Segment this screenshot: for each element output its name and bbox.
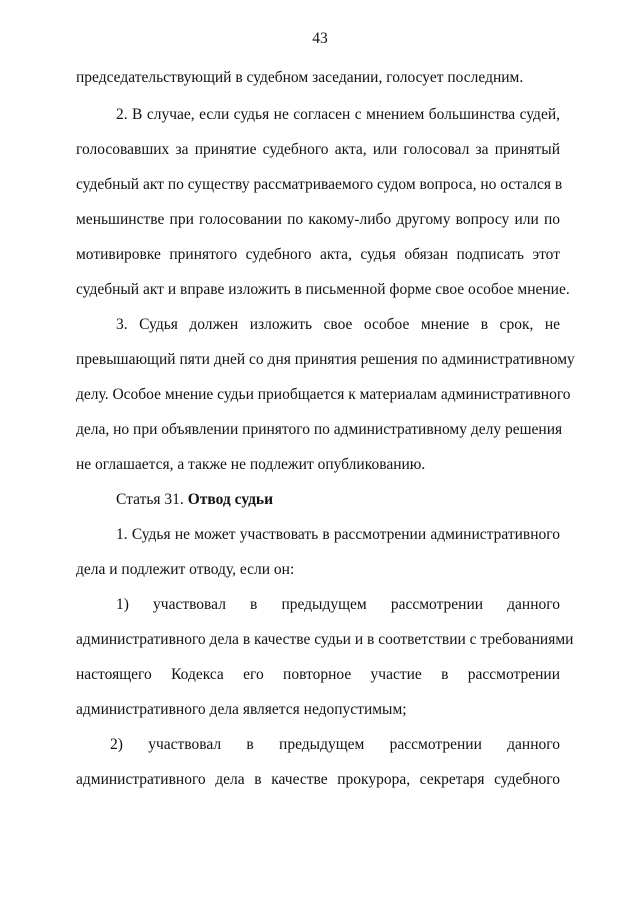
text-line: председательствующий в судебном заседании, голосует последним. [76, 69, 524, 86]
text-line: превышающий пяти дней со дня принятия решения по административному [76, 351, 575, 368]
text-line: 2. В случае, если судья не согласен с мнением большинства судей, [116, 106, 560, 123]
text-line: 2) участвовал в предыдущем рассмотрении данного [110, 736, 560, 753]
text-line: мотивировке принятого судебного акта, судья обязан подписать этот [76, 246, 560, 263]
text-line: судебный акт и вправе изложить в письменной форме свое особое мнение. [76, 281, 570, 298]
text-line: административного дела в качестве прокурора, секретаря судебного [76, 771, 560, 788]
text-line: административного дела в качестве судьи и в соответствии с требованиями [76, 631, 574, 648]
text-line: 1) участвовал в предыдущем рассмотрении данного [116, 596, 560, 613]
text-line: меньшинстве при голосовании по какому-либо другому вопросу или по [76, 211, 560, 228]
article-prefix: Статья 31. [116, 491, 188, 508]
text-line: административного дела является недопустимым; [76, 701, 407, 718]
text-line: 1. Судья не может участвовать в рассмотрении административного [116, 526, 560, 543]
text-line: настоящего Кодекса его повторное участие в рассмотрении [76, 666, 560, 683]
text-line: дела и подлежит отводу, если он: [76, 561, 295, 578]
text-line: не оглашается, а также не подлежит опубликованию. [76, 456, 426, 473]
article-title: Отвод судьи [187, 491, 274, 508]
page-number: 43 [312, 30, 328, 47]
text-line: 3. Судья должен изложить свое особое мнение в срок, не [116, 316, 560, 333]
text-line: судебный акт по существу рассматриваемого судом вопроса, но остался в [76, 176, 563, 193]
text-line: делу. Особое мнение судьи приобщается к материалам административного [76, 386, 571, 403]
text-line: голосовавших за принятие судебного акта, или голосовал за принятый [76, 141, 560, 158]
text-line: дела, но при объявлении принятого по административному делу решения [76, 421, 563, 438]
article-heading [116, 490, 560, 510]
